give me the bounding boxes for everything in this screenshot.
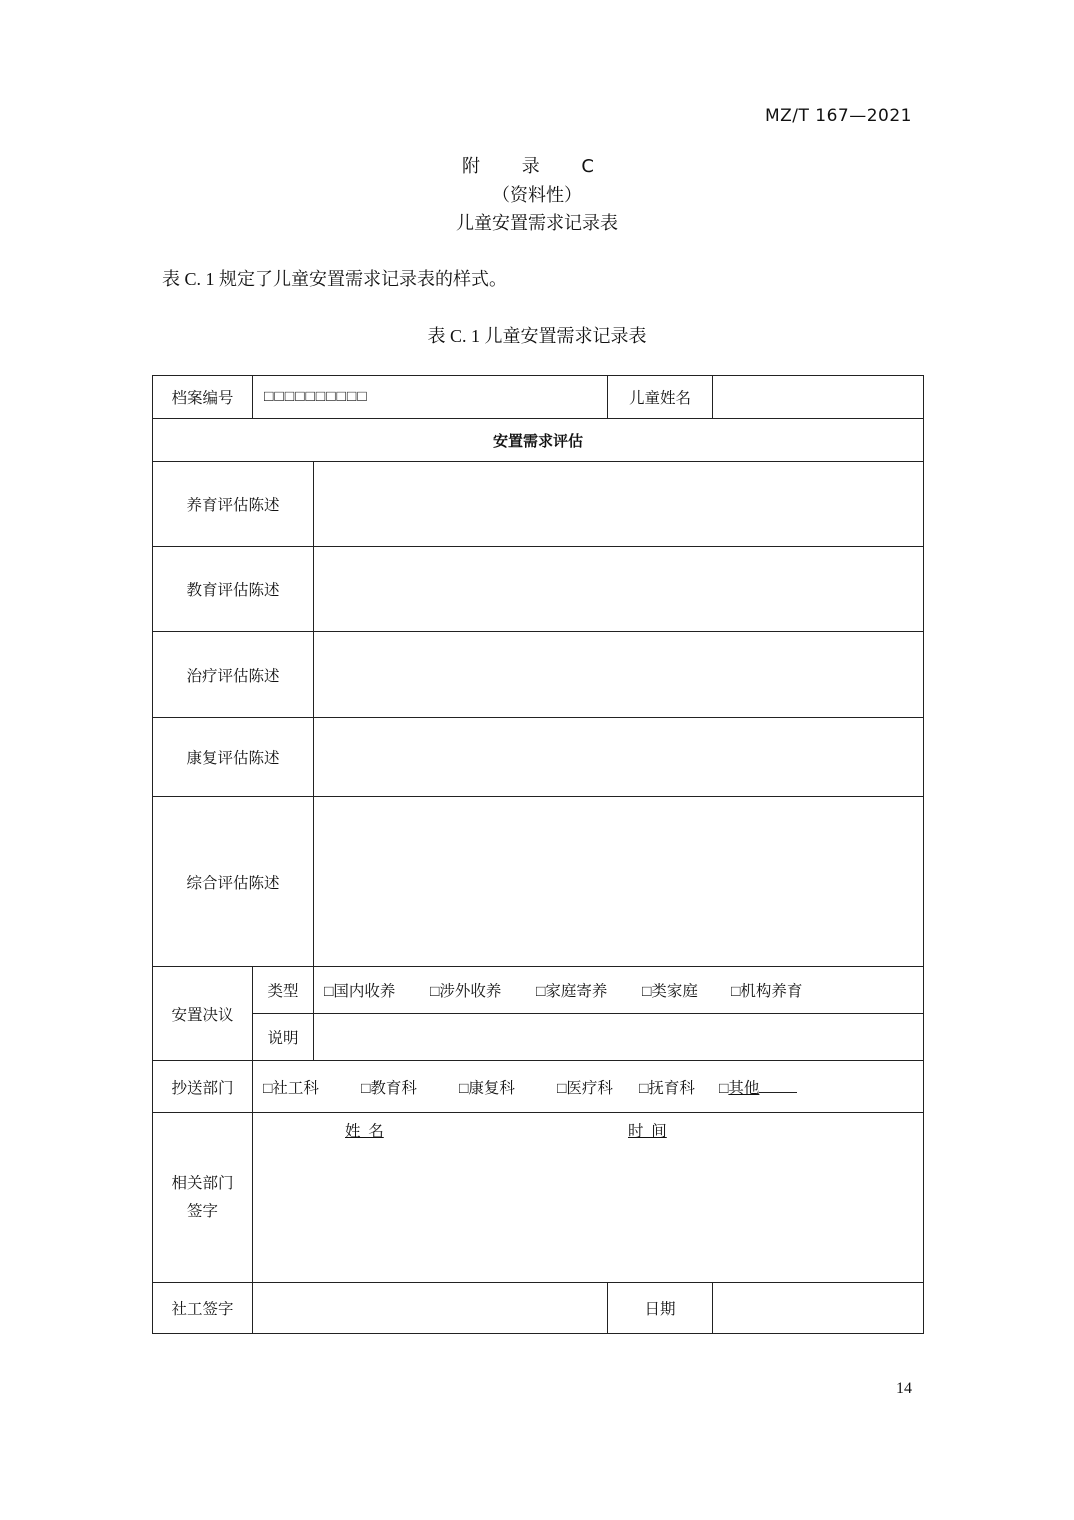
cc-option[interactable]: □康复科 [459,1079,515,1097]
cc-option[interactable]: □抚育科 [639,1079,695,1097]
type-label: 类型 [253,967,314,1014]
appendix-nature: （资料性） [492,185,582,206]
cc-option[interactable]: □医疗科 [557,1079,613,1097]
type-option[interactable]: □机构养育 [731,983,803,1000]
department-sign-area[interactable] [253,1113,924,1283]
sign-time-header: 时 间 [628,1123,667,1140]
note-field[interactable] [314,1014,924,1061]
department-sign-label-line2: 签字 [186,1202,218,1220]
assessment-label: 治疗评估陈述 [153,632,314,718]
placement-needs-record-table [152,375,924,1334]
assessment-label: 教育评估陈述 [153,547,314,632]
child-name-field[interactable] [713,376,924,419]
file-number-row [153,376,924,419]
cc-options [253,1061,924,1113]
type-option[interactable]: □类家庭 [642,983,698,1000]
note-label: 说明 [253,1014,314,1061]
assessment-row [153,462,924,547]
assessment-row [153,547,924,632]
cc-other-blank[interactable] [759,1078,797,1093]
cc-option[interactable]: □社工科 [263,1079,319,1097]
assessment-label: 综合评估陈述 [153,797,314,967]
type-options [314,967,924,1014]
date-label: 日期 [608,1283,713,1334]
table-caption: 表 C. 1 儿童安置需求记录表 [427,326,647,346]
cc-row [153,1061,924,1113]
decision-note-row [153,1014,924,1061]
appendix-label: 附 录 C [461,156,612,177]
section-header: 安置需求评估 [153,419,924,462]
assessment-field[interactable] [314,462,924,547]
child-name-label: 儿童姓名 [608,376,713,419]
cc-label: 抄送部门 [153,1061,253,1113]
cc-other-label: 其他 [728,1079,760,1097]
cc-option[interactable]: □教育科 [361,1079,417,1097]
department-sign-row [153,1113,924,1283]
type-option[interactable]: □国内收养 [324,983,396,1000]
type-option[interactable]: □家庭寄养 [536,983,608,1000]
file-number-label: 档案编号 [153,376,253,419]
file-number-field[interactable]: □□□□□□□□□□ [253,376,608,419]
assessment-field[interactable] [314,632,924,718]
assessment-field[interactable] [314,547,924,632]
assessment-row [153,797,924,967]
assessment-field[interactable] [314,718,924,797]
page-number: 14 [896,1380,912,1397]
cc-option-other[interactable] [719,1076,797,1098]
department-sign-label-line1: 相关部门 [171,1174,234,1192]
standard-code: MZ/T 167—2021 [764,106,912,126]
social-worker-row [153,1283,924,1334]
assessment-field[interactable] [314,797,924,967]
assessment-row [153,632,924,718]
assessment-row [153,718,924,797]
decision-label: 安置决议 [153,967,253,1061]
decision-type-row [153,967,924,1014]
assessment-label: 康复评估陈述 [153,718,314,797]
cc-other-checkbox[interactable]: □ [719,1079,729,1097]
social-worker-sign-label: 社工签字 [153,1283,253,1334]
type-option[interactable]: □涉外收养 [430,983,502,1000]
date-field[interactable] [713,1283,924,1334]
intro-paragraph: 表 C. 1 规定了儿童安置需求记录表的样式。 [162,269,508,289]
assessment-label: 养育评估陈述 [153,462,314,547]
sign-name-header: 姓 名 [345,1123,384,1140]
section-header-row [153,419,924,462]
social-worker-sign-field[interactable] [253,1283,608,1334]
department-sign-label [153,1113,253,1283]
appendix-title: 儿童安置需求记录表 [456,213,618,234]
